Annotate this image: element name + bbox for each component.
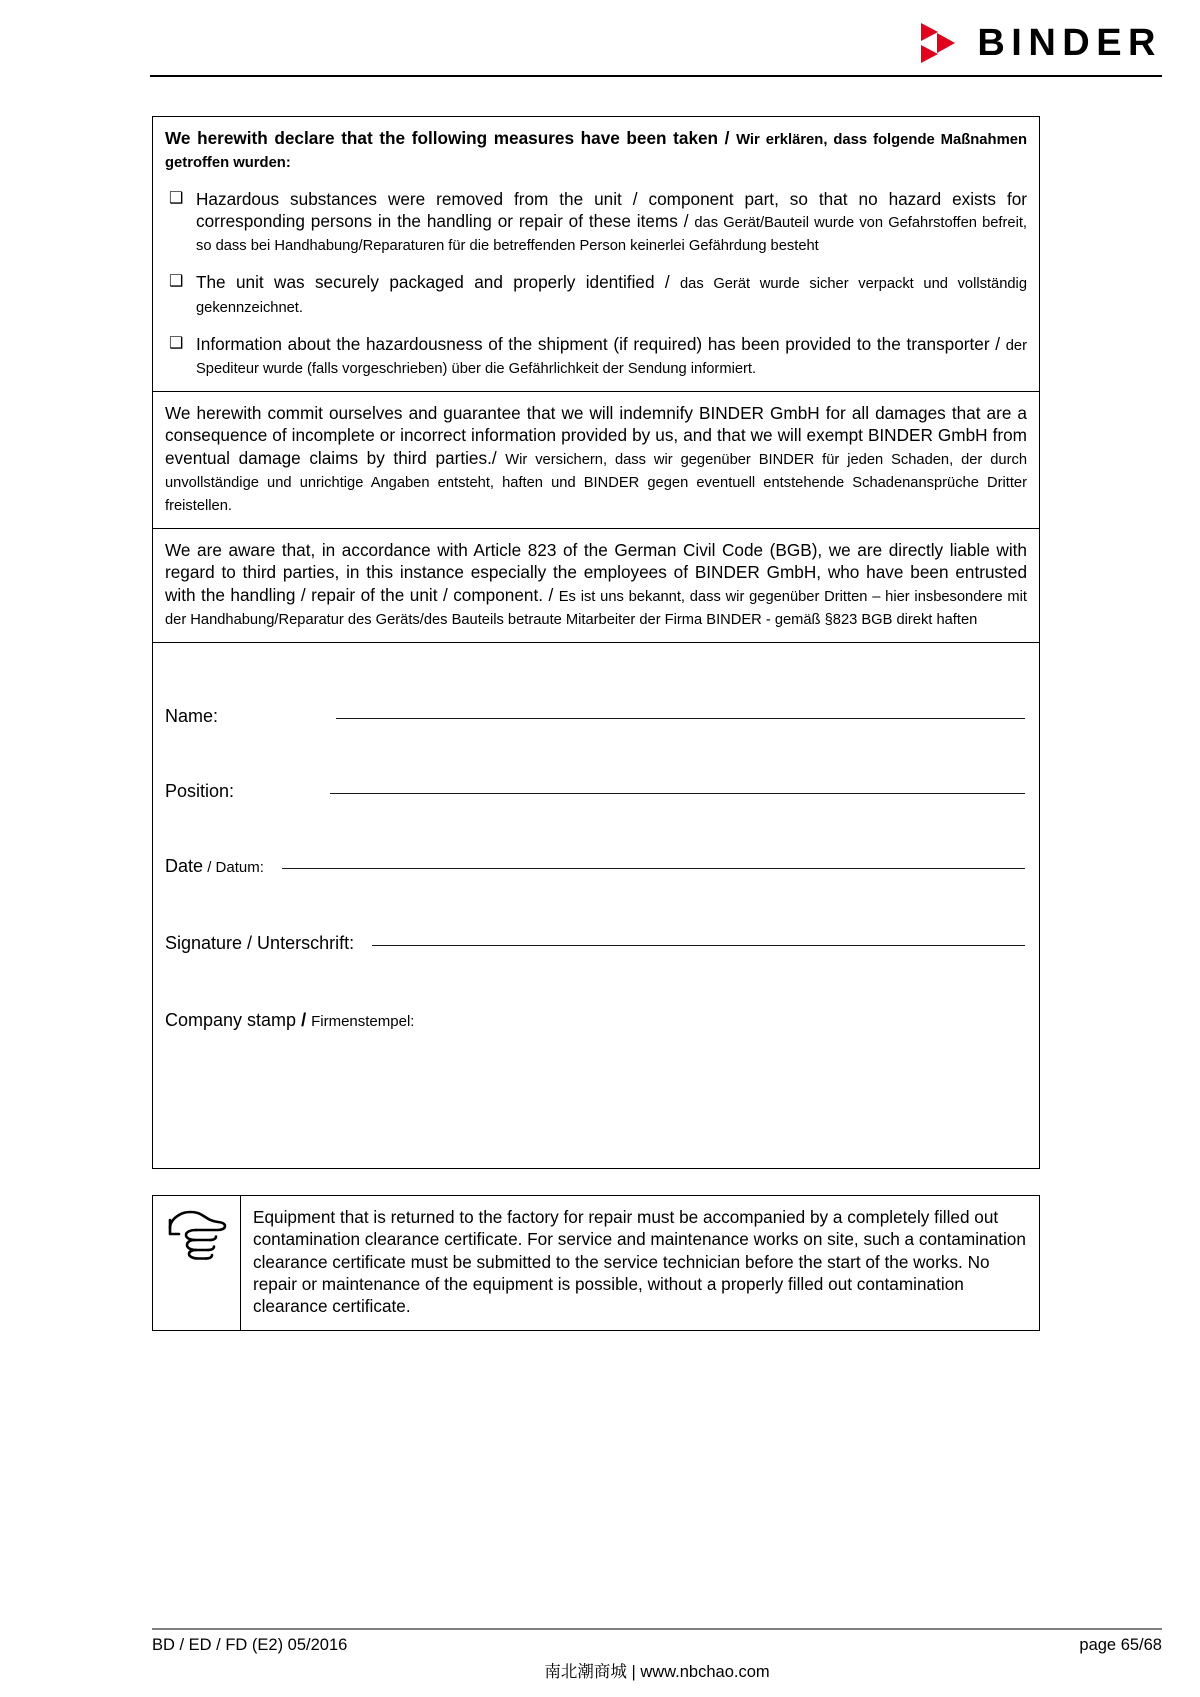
field-date-label-en: Date <box>165 855 204 876</box>
checklist-item-de: das Gerät wurde sicher verpackt und vollständig gekennzeichnet. <box>196 276 1027 316</box>
checkbox-icon[interactable]: ❑ <box>169 334 184 352</box>
footer-watermark: 南北潮商城 | www.nbchao.com <box>544 1663 770 1681</box>
field-position-input-line[interactable] <box>330 793 1025 794</box>
declaration-section <box>153 117 1039 392</box>
declaration-heading <box>165 127 1027 173</box>
footer-page-number: page 65/68 <box>1079 1636 1162 1654</box>
field-date-label-de: Datum: <box>215 858 264 876</box>
binder-logo <box>919 22 1162 64</box>
document-body <box>152 116 1040 1331</box>
field-name-input-line[interactable] <box>336 718 1025 719</box>
field-date-input-line[interactable] <box>282 868 1025 869</box>
note-box <box>152 1195 1040 1331</box>
checklist-item[interactable] <box>165 188 1027 257</box>
brand-wordmark: BINDER <box>977 22 1162 64</box>
field-signature-row <box>165 933 1025 954</box>
liability-paragraph <box>165 539 1027 630</box>
indemnity-en: We herewith commit ourselves and guarantee that we will indemnify BINDER GmbH for all damages that are a consequence of incomplete or incorrect information provided by us, and that we will exempt BINDER GmbH from eventual damage claims by third parties./ <box>165 402 1027 468</box>
checklist-item-de: das Gerät/Bauteil wurde von Gefahrstoffen befreit, so dass bei Handhabung/Reparaturen für die betreffenden Person keinerlei Gefährdung besteht <box>196 215 1027 255</box>
field-date-label <box>165 856 264 877</box>
footer-row <box>152 1630 1162 1655</box>
footer-document-code: BD / ED / FD (E2) 05/2016 <box>152 1636 348 1654</box>
header-divider <box>150 75 1162 77</box>
field-company-stamp-label <box>165 1010 414 1031</box>
field-stamp-label-en: Company stamp <box>165 1009 297 1030</box>
field-stamp-label-sep: / <box>296 1009 312 1030</box>
liability-en: We are aware that, in accordance with Article 823 of the German Civil Code (BGB), we are directly liable with regard to third parties, in this instance especially the employees of BINDER GmbH, who have been entrusted with the handling / repair of the unit / component. / <box>165 539 1027 605</box>
pointing-hand-icon <box>166 1208 228 1262</box>
page-footer <box>152 1628 1162 1681</box>
indemnity-section <box>153 392 1039 529</box>
checkbox-icon[interactable]: ❑ <box>169 273 184 291</box>
field-signature-input-line[interactable] <box>372 945 1025 946</box>
field-position-row <box>165 781 1025 802</box>
field-signature-label: Signature / Unterschrift: <box>165 932 355 953</box>
checklist-item[interactable] <box>165 333 1027 379</box>
checklist-item-en: Hazardous substances were removed from the unit / component part, so that no hazard exists for corresponding persons in the handling or repair of these items / <box>196 188 1027 232</box>
field-company-stamp-row <box>165 1010 1025 1031</box>
field-stamp-label-de: Firmenstempel: <box>311 1012 415 1030</box>
declaration-heading-en: We herewith declare that the following measures have been taken / <box>165 128 737 148</box>
declaration-heading-de: Wir erklären, dass folgende Maßnahmen getroffen wurden: <box>165 132 1027 171</box>
signature-form-section <box>153 643 1039 1169</box>
checkbox-icon[interactable]: ❑ <box>169 189 184 207</box>
note-text: Equipment that is returned to the factory for repair must be accompanied by a completely filled out contamination clearance certificate. For service and maintenance works on site, such a contamination clearance certificate must be submitted to the service technician before the start of the works. No repair or maintenance of the equipment is possible, without a properly filled out contamination clearance certificate. <box>253 1206 1026 1317</box>
field-name-row <box>165 706 1025 727</box>
indemnity-paragraph <box>165 402 1027 516</box>
note-icon-cell <box>153 1196 241 1330</box>
page-header <box>0 0 1200 88</box>
field-position-label: Position: <box>165 780 235 801</box>
liability-section <box>153 529 1039 643</box>
field-date-label-sep: / <box>203 858 216 876</box>
indemnity-de: Wir versichern, dass wir gegenüber BINDER für jeden Schaden, der durch unvollständige und unrichtige Angaben entsteht, haften und BINDER gegen eventuell entstehende Schadenansprüche Dritter freistellen. <box>165 451 1027 514</box>
field-name-label: Name: <box>165 705 219 726</box>
declaration-checklist <box>165 188 1027 379</box>
field-date-row <box>165 856 1025 877</box>
declaration-table <box>152 116 1040 1169</box>
binder-triangles-logo-icon <box>919 22 963 64</box>
checklist-item-en: The unit was securely packaged and properly identified / <box>196 272 680 293</box>
checklist-item-de: der Spediteur wurde (falls vorgeschrieben) über die Gefährlichkeit der Sendung informiert. <box>196 337 1027 377</box>
checklist-item[interactable] <box>165 271 1027 317</box>
checklist-item-en: Information about the hazardousness of the shipment (if required) has been provided to the transporter / <box>196 333 1006 354</box>
liability-de: Es ist uns bekannt, dass wir gegenüber Dritten – hier insbesondere mit der Handhabung/Reparatur des Geräts/des Bauteils betraute Mitarbeiter der Firma BINDER - gemäß §823 BGB direkt haften <box>165 588 1027 628</box>
